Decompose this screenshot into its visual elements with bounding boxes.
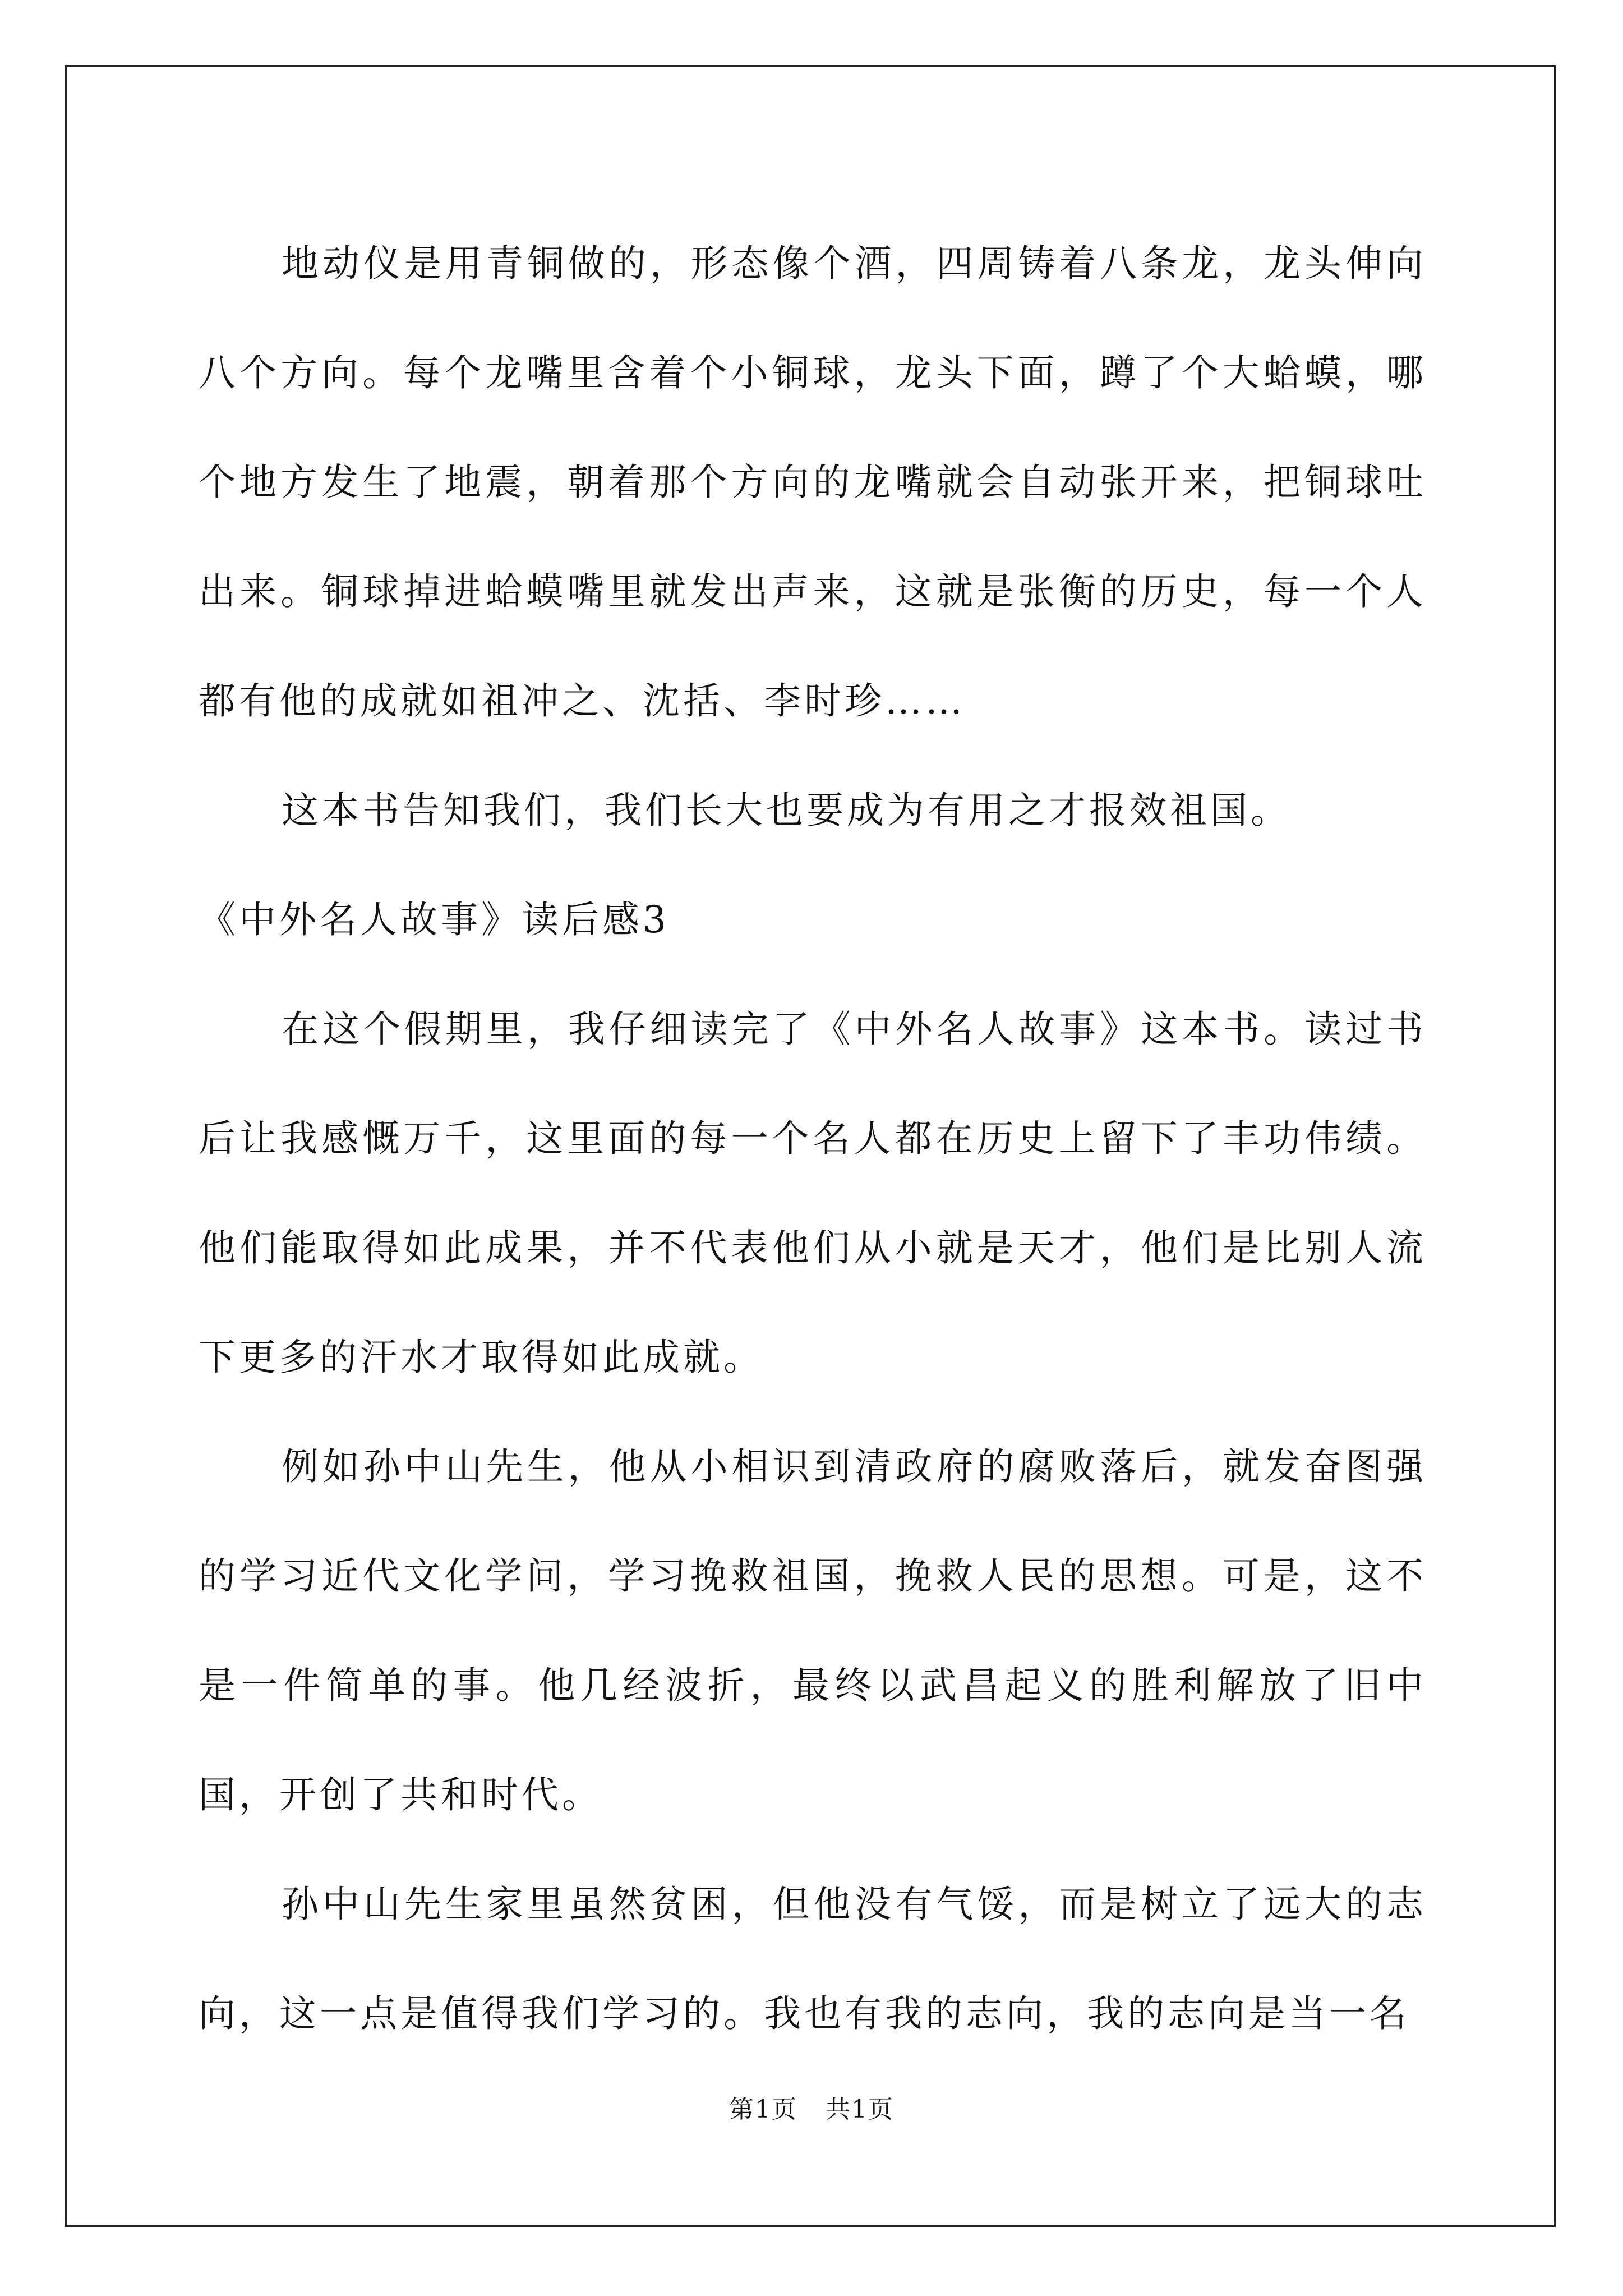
paragraph-ambition: 孙中山先生家里虽然贫困，但他没有气馁，而是树立了远大的志向，这一点是值得我们学习的。我也有我的志向，我的志向是当一名	[199, 1883, 1427, 2035]
page-number-current: 第1页	[729, 2095, 797, 2124]
document-body	[199, 209, 1427, 2068]
paragraph-reading: 在这个假期里，我仔细读完了《中外名人故事》这本书。读过书后让我感慨万千，这里面的每一个名人都在历史上留下了丰功伟绩。他们能取得如此成果，并不代表他们从小就是天才，他们是比别人流下更多的汗水才取得如此成就。	[199, 1007, 1427, 1379]
section-heading: 《中外名人故事》读后感3	[199, 898, 670, 941]
paragraph-sun-yat-sen: 例如孙中山先生，他从小相识到清政府的腐败落后，就发奋图强的学习近代文化学问，学习挽救祖国，挽救人民的思想。可是，这不是一件简单的事。他几经波折，最终以武昌起义的胜利解放了旧中国，开创了共和时代。	[199, 1445, 1427, 1816]
page-number-total: 共1页	[826, 2095, 894, 2124]
paragraph-conclusion: 这本书告知我们，我们长大也要成为有用之才报效祖国。	[282, 789, 1291, 832]
paragraph-seismograph: 地动仪是用青铜做的，形态像个酒，四周铸着八条龙，龙头伸向八个方向。每个龙嘴里含着个小铜球，龙头下面，蹲了个大蛤蟆，哪个地方发生了地震，朝着那个方向的龙嘴就会自动张开来，把铜球吐出来。铜球掉进蛤蟆嘴里就发出声来，这就是张衡的历史，每一个人都有他的成就如祖冲之、沈括、李时珍……	[199, 242, 1427, 723]
page-footer	[0, 2089, 1623, 2125]
